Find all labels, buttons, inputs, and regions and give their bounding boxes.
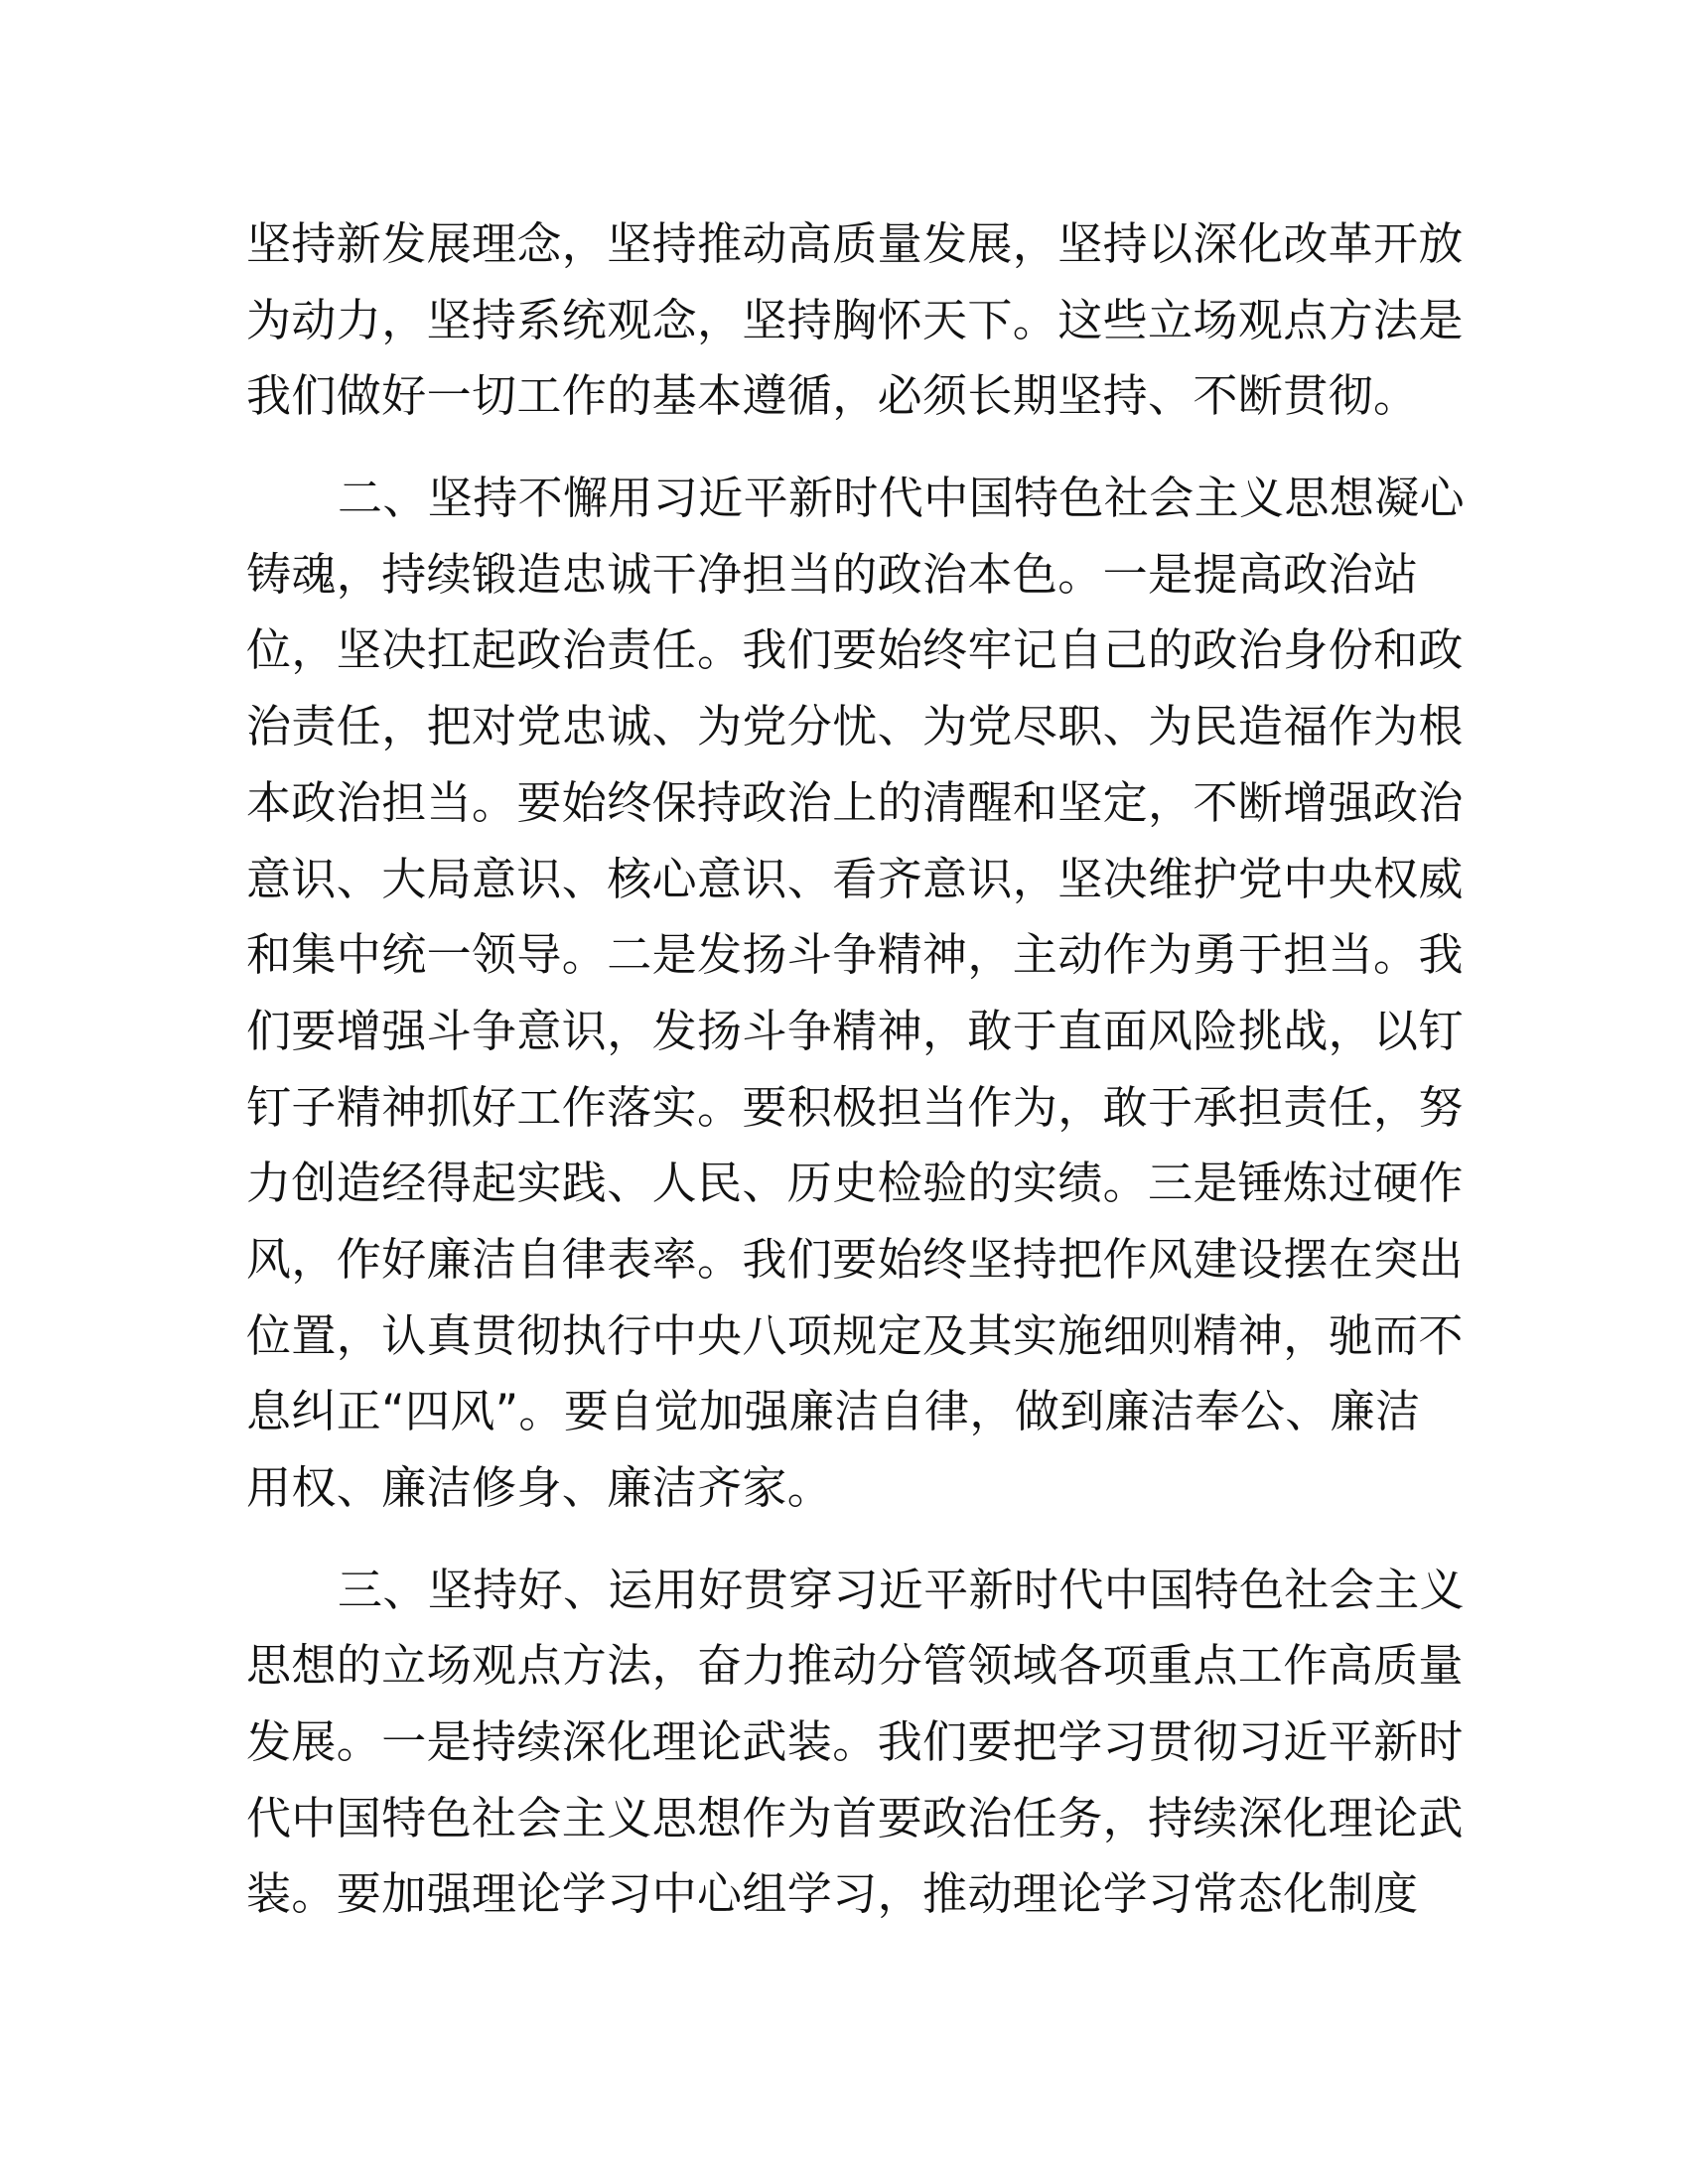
paragraph-1 <box>246 206 1464 435</box>
text-line: 思想的立场观点方法，奋力推动分管领域各项重点工作高质量 <box>246 1639 1464 1693</box>
text-line: 二、坚持不懈用习近平新时代中国特色社会主义思想凝心 <box>338 472 1466 525</box>
text-line: 铸魂，持续锻造忠诚干净担当的政治本色。一是提高政治站 <box>246 547 1419 601</box>
paragraph-spacer <box>246 435 1442 461</box>
text-line: 三、坚持好、运用好贯穿习近平新时代中国特色社会主义 <box>338 1563 1466 1616</box>
paragraph-3 <box>246 1553 1466 1933</box>
text-line: 位，坚决扛起政治责任。我们要始终牢记自己的政治身份和政 <box>246 623 1464 677</box>
body-text <box>246 206 1466 1933</box>
text-line: 意识、大局意识、核心意识、看齐意识，坚决维护党中央权威 <box>246 852 1464 905</box>
text-line: 用权、廉洁修身、廉洁齐家。 <box>246 1461 833 1514</box>
text-line: 力创造经得起实践、人民、历史检验的实绩。三是锤炼过硬作 <box>246 1157 1464 1210</box>
text-line: 本政治担当。要始终保持政治上的清醒和坚定，不断增强政治 <box>246 775 1464 829</box>
text-line: 位置，认真贯彻执行中央八项规定及其实施细则精神，驰而不 <box>246 1308 1464 1362</box>
paragraph-spacer <box>246 1527 1442 1553</box>
text-line: 和集中统一领导。二是发扬斗争精神，主动作为勇于担当。我 <box>246 928 1464 982</box>
text-line: 为动力，坚持系统观念，坚持胸怀天下。这些立场观点方法是 <box>246 293 1464 346</box>
text-line: 我们做好一切工作的基本遵循，必须长期坚持、不断贯彻。 <box>246 369 1419 423</box>
text-line: 治责任，把对党忠诚、为党分忧、为党尽职、为民造福作为根 <box>246 700 1464 753</box>
text-line: 钉子精神抓好工作落实。要积极担当作为，敢于承担责任，努 <box>246 1080 1464 1134</box>
text-line: 们要增强斗争意识，发扬斗争精神，敢于直面风险挑战，以钉 <box>246 1004 1464 1057</box>
text-line: 代中国特色社会主义思想作为首要政治任务，持续深化理论武 <box>246 1791 1464 1844</box>
text-line: 发展。一是持续深化理论武装。我们要把学习贯彻习近平新时 <box>246 1715 1464 1769</box>
paragraph-2 <box>246 461 1466 1527</box>
text-line: 坚持新发展理念，坚持推动高质量发展，坚持以深化改革开放 <box>246 217 1464 270</box>
text-line: 风，作好廉洁自律表率。我们要始终坚持把作风建设摆在突出 <box>246 1232 1464 1286</box>
text-line: 装。要加强理论学习中心组学习，推动理论学习常态化制度 <box>246 1867 1419 1921</box>
text-line: 息纠正“四风”。要自觉加强廉洁自律，做到廉洁奉公、廉洁 <box>246 1385 1421 1438</box>
